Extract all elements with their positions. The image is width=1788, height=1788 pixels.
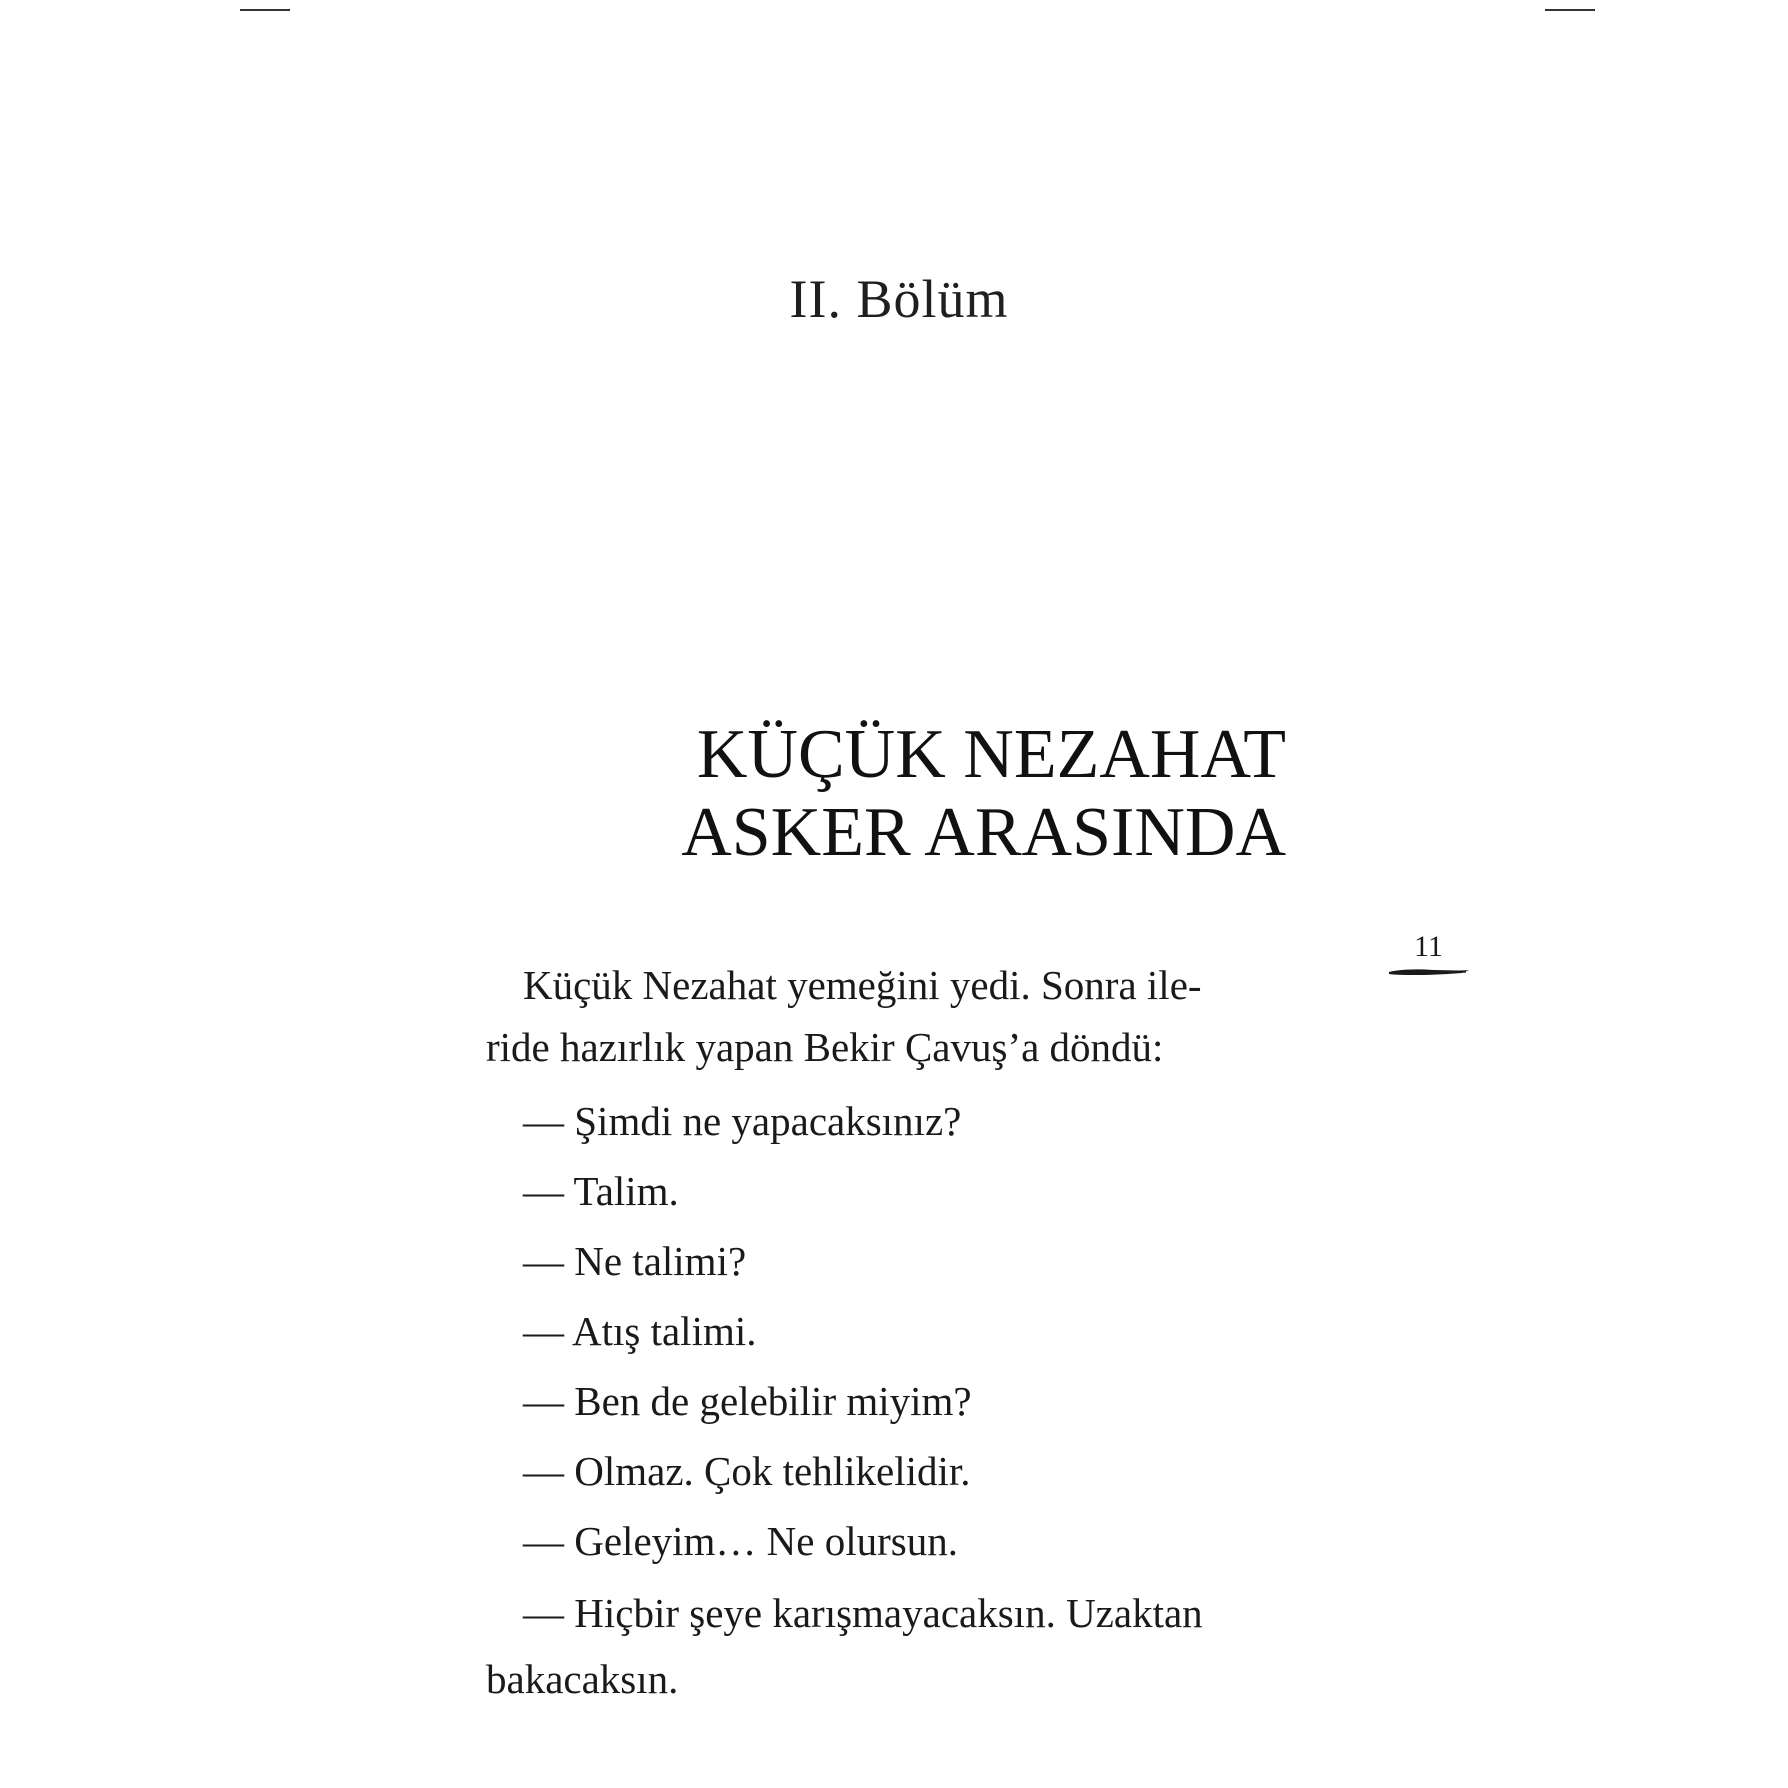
chapter-title: [681, 716, 1286, 872]
brush-stroke-ornament: [1388, 966, 1470, 978]
intro-line-2: ride hazırlık yapan Bekir Çavuş’a döndü:: [486, 1024, 1164, 1070]
dialogue-line: — Olmaz. Çok tehlikelidir.: [523, 1448, 971, 1494]
final-dialogue-paragraph: [486, 1580, 1286, 1712]
dialogue-line: — Şimdi ne yapacaksınız?: [523, 1098, 962, 1144]
crop-mark-right: [1545, 9, 1595, 11]
chapter-title-line-2: ASKER ARASINDA: [681, 794, 1286, 871]
page-number: 11: [1414, 930, 1443, 963]
crop-mark-left: [240, 9, 290, 11]
intro-paragraph: [486, 954, 1286, 1078]
intro-line-1: Küçük Nezahat yemeğini yedi. Sonra ile-: [523, 962, 1202, 1008]
chapter-title-line-1: KÜÇÜK NEZAHAT: [696, 716, 1286, 793]
dialogue-line: — Geleyim… Ne olursun.: [523, 1518, 958, 1564]
final-line-2: bakacaksın.: [486, 1656, 679, 1702]
dialogue-line: — Ne talimi?: [523, 1238, 747, 1284]
part-title: II. Bölüm: [789, 269, 1009, 329]
dialogue-line: — Atış talimi.: [523, 1308, 757, 1354]
dialogue-line: — Ben de gelebilir miyim?: [523, 1378, 972, 1424]
page-number-marker: [1388, 930, 1468, 970]
final-line-1: — Hiçbir şeye karışmayacaksın. Uzaktan: [523, 1590, 1203, 1636]
body-text: [486, 954, 1286, 1712]
dialogue-line: — Talim.: [523, 1168, 679, 1214]
